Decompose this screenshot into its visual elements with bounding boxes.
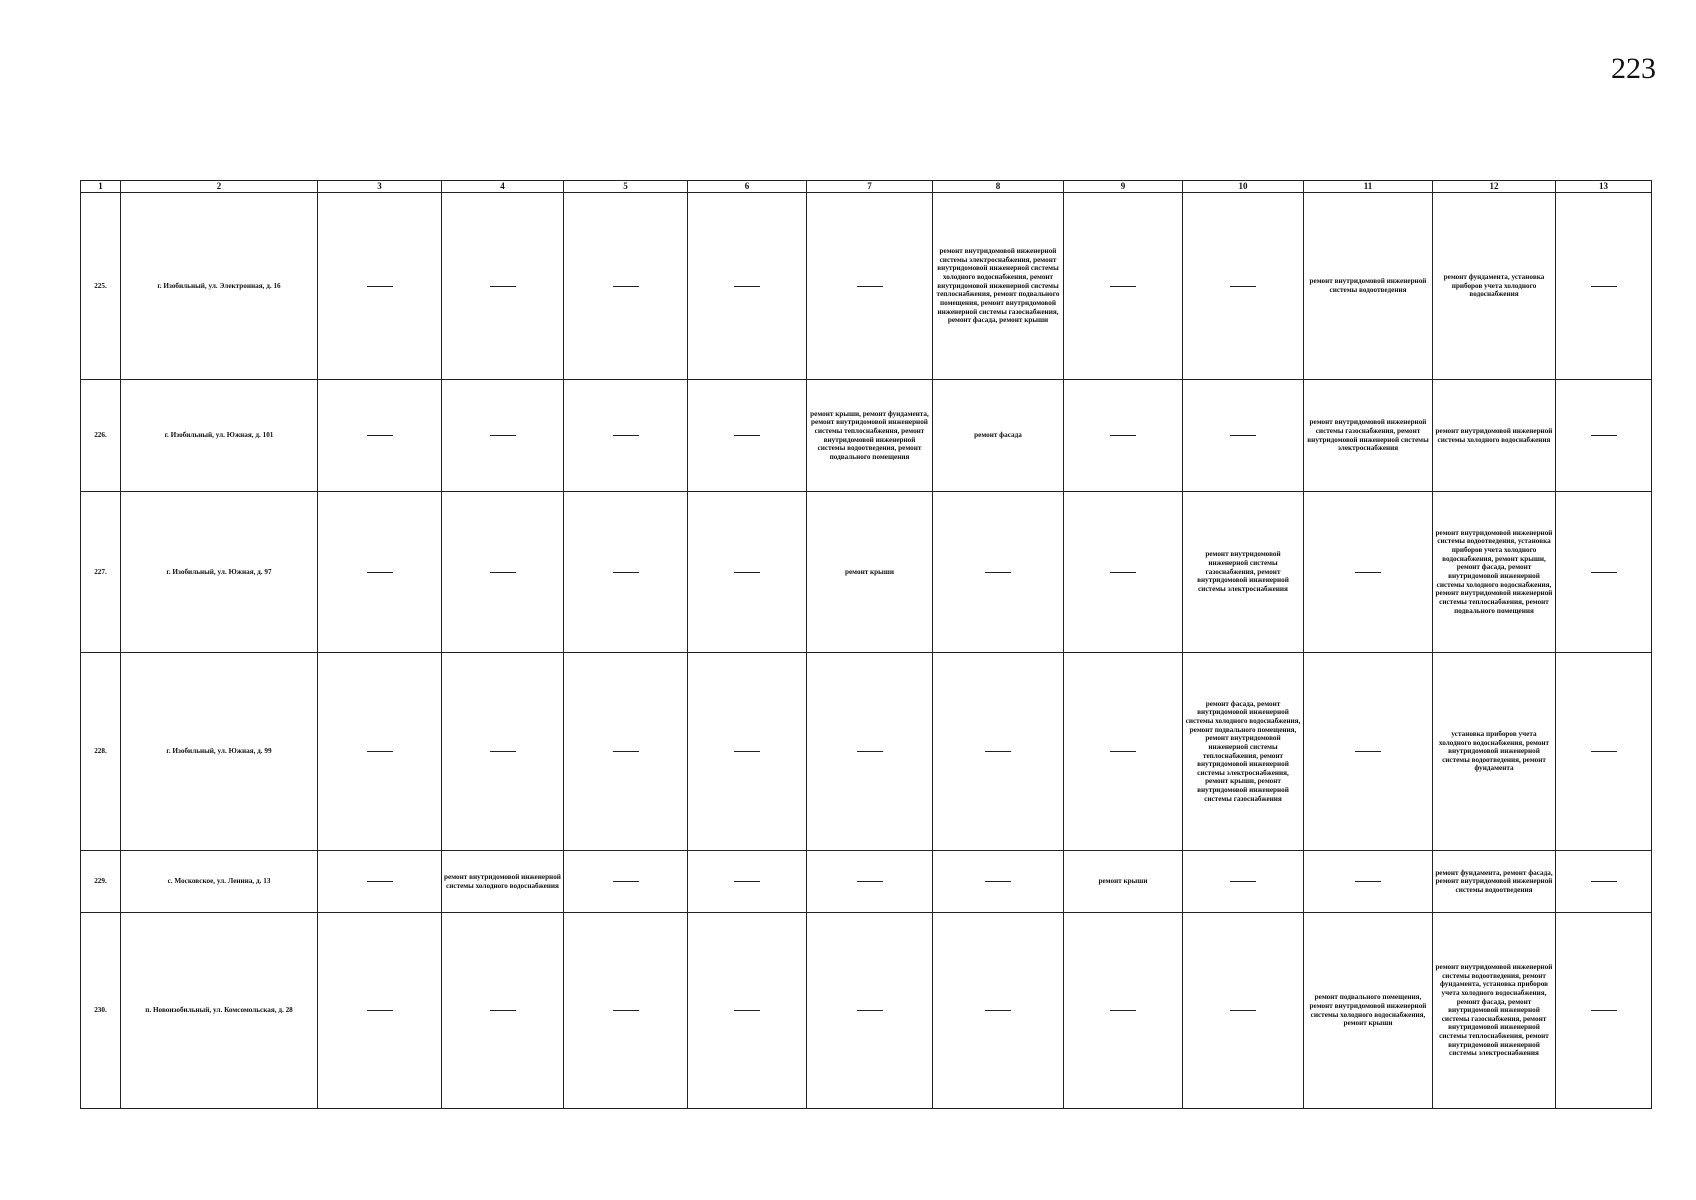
dash-mark (985, 572, 1011, 573)
row-number: 227. (81, 492, 121, 653)
dash-mark (1110, 572, 1136, 573)
table-cell (933, 653, 1064, 851)
dash-mark (367, 881, 393, 882)
table-cell (1183, 913, 1304, 1109)
column-header: 4 (442, 181, 564, 193)
column-header: 9 (1064, 181, 1183, 193)
dash-mark (985, 881, 1011, 882)
table-row (81, 653, 1652, 851)
table-cell (807, 913, 933, 1109)
table-cell (564, 851, 688, 913)
repair-schedule-table (80, 180, 1652, 1109)
dash-mark (857, 751, 883, 752)
table-cell (1064, 380, 1183, 492)
table-cell: ремонт внутридомовой инженерной системы газоснабжения, ремонт внутридомовой инженерной системы электроснабжения (1304, 380, 1433, 492)
dash-mark (613, 572, 639, 573)
table-cell (318, 913, 442, 1109)
table-cell (688, 851, 807, 913)
table-cell (442, 913, 564, 1109)
column-number-row (81, 181, 1652, 193)
table-cell (1556, 193, 1652, 380)
dash-mark (985, 1010, 1011, 1011)
dash-mark (367, 435, 393, 436)
dash-mark (367, 286, 393, 287)
row-number: 228. (81, 653, 121, 851)
dash-mark (490, 286, 516, 287)
table-cell (688, 653, 807, 851)
page-number: 223 (1611, 52, 1656, 85)
dash-mark (613, 881, 639, 882)
row-number: 230. (81, 913, 121, 1109)
table-cell (442, 653, 564, 851)
table-cell: ремонт внутридомовой инженерной системы водоотведения, установка приборов учета холодного водоснабжения, ремонт крыши, ремонт фасада, ремонт внутридомовой инженерной системы холодного водоснабжения, ремонт внутридомовой инженерной системы теплоснабжения, ремонт подвального помещения (1433, 492, 1556, 653)
table-cell (1064, 492, 1183, 653)
dash-mark (857, 881, 883, 882)
table-cell (1556, 653, 1652, 851)
dash-mark (734, 435, 760, 436)
table-cell: ремонт крыши (807, 492, 933, 653)
table-cell: ремонт подвального помещения, ремонт внутридомовой инженерной системы холодного водоснабжения, ремонт крыши (1304, 913, 1433, 1109)
table-cell: ремонт внутридомовой инженерной системы водоотведения (1304, 193, 1433, 380)
dash-mark (734, 572, 760, 573)
table-cell (442, 380, 564, 492)
table-cell (318, 380, 442, 492)
table-cell: ремонт крыши, ремонт фундамента, ремонт внутридомовой инженерной системы теплоснабжения, ремонт внутридомовой инженерной системы водоотведения, ремонт подвального помещения (807, 380, 933, 492)
table-cell (1183, 851, 1304, 913)
table-cell (688, 193, 807, 380)
column-header: 13 (1556, 181, 1652, 193)
table-cell: ремонт фасада (933, 380, 1064, 492)
table-cell: ремонт внутридомовой инженерной системы газоснабжения, ремонт внутридомовой инженерной системы электроснабжения (1183, 492, 1304, 653)
dash-mark (613, 435, 639, 436)
dash-mark (734, 881, 760, 882)
table-cell: ремонт внутридомовой инженерной системы холодного водоснабжения (442, 851, 564, 913)
dash-mark (1355, 572, 1381, 573)
table-row (81, 492, 1652, 653)
column-header: 12 (1433, 181, 1556, 193)
dash-mark (734, 1010, 760, 1011)
column-header: 3 (318, 181, 442, 193)
table-row (81, 193, 1652, 380)
table-cell (1304, 492, 1433, 653)
dash-mark (490, 572, 516, 573)
dash-mark (1355, 751, 1381, 752)
table-cell (1064, 913, 1183, 1109)
column-header: 8 (933, 181, 1064, 193)
table-row (81, 913, 1652, 1109)
dash-mark (857, 286, 883, 287)
table-cell (688, 913, 807, 1109)
table-cell (1183, 380, 1304, 492)
table-cell (1556, 913, 1652, 1109)
dash-mark (1591, 751, 1617, 752)
row-number: 229. (81, 851, 121, 913)
table-cell (807, 653, 933, 851)
table-cell (318, 193, 442, 380)
dash-mark (1591, 435, 1617, 436)
dash-mark (1110, 435, 1136, 436)
table-cell (688, 380, 807, 492)
dash-mark (1110, 751, 1136, 752)
table-row (81, 380, 1652, 492)
table-cell: ремонт фундамента, установка приборов учета холодного водоснабжения (1433, 193, 1556, 380)
dash-mark (1355, 881, 1381, 882)
table-cell (564, 193, 688, 380)
address-cell: г. Изобильный, ул. Южная, д. 101 (121, 380, 318, 492)
address-cell: г. Изобильный, ул. Южная, д. 99 (121, 653, 318, 851)
dash-mark (1591, 1010, 1617, 1011)
column-header: 5 (564, 181, 688, 193)
table-cell (1304, 851, 1433, 913)
dash-mark (1230, 435, 1256, 436)
dash-mark (734, 751, 760, 752)
table-cell (442, 193, 564, 380)
dash-mark (985, 751, 1011, 752)
dash-mark (613, 1010, 639, 1011)
dash-mark (367, 1010, 393, 1011)
table-cell (933, 851, 1064, 913)
column-header: 10 (1183, 181, 1304, 193)
dash-mark (734, 286, 760, 287)
dash-mark (1591, 881, 1617, 882)
table-cell (1064, 193, 1183, 380)
address-cell: г. Изобильный, ул. Южная, д. 97 (121, 492, 318, 653)
dash-mark (613, 286, 639, 287)
table-cell (564, 913, 688, 1109)
table-cell: ремонт внутридомовой инженерной системы электроснабжения, ремонт внутридомовой инженерной системы холодного водоснабжения, ремонт внутридомовой инженерной системы теплоснабжения, ремонт подвального помещения, ремонт внутридомовой инженерной системы газоснабжения, ремонт фасада, ремонт крыши (933, 193, 1064, 380)
table-cell (933, 492, 1064, 653)
table-cell: ремонт внутридомовой инженерной системы водоотведения, ремонт фундамента, установка приборов учета холодного водоснабжения, ремонт фасада, ремонт внутридомовой инженерной системы газоснабжения, ремонт внутридомовой инженерной системы теплоснабжения, ремонт внутридомовой инженерной системы электроснабжения (1433, 913, 1556, 1109)
table-cell (1556, 851, 1652, 913)
dash-mark (1230, 881, 1256, 882)
table-cell: ремонт внутридомовой инженерной системы холодного водоснабжения (1433, 380, 1556, 492)
table-cell (1304, 653, 1433, 851)
dash-mark (367, 572, 393, 573)
column-header: 2 (121, 181, 318, 193)
row-number: 226. (81, 380, 121, 492)
table-cell (807, 851, 933, 913)
table-cell (688, 492, 807, 653)
column-header: 6 (688, 181, 807, 193)
dash-mark (367, 751, 393, 752)
dash-mark (613, 751, 639, 752)
dash-mark (1230, 286, 1256, 287)
table-cell (1064, 653, 1183, 851)
table-cell: ремонт фасада, ремонт внутридомовой инженерной системы холодного водоснабжения, ремонт подвального помещения, ремонт внутридомовой инженерной системы теплоснабжения, ремонт внутридомовой инженерной системы электроснабжения, ремонт крыши, ремонт внутридомовой инженерной системы газоснабжения (1183, 653, 1304, 851)
table-cell: ремонт крыши (1064, 851, 1183, 913)
dash-mark (1591, 572, 1617, 573)
table-cell (318, 653, 442, 851)
dash-mark (1591, 286, 1617, 287)
table-cell (1183, 193, 1304, 380)
table-cell (564, 492, 688, 653)
address-cell: п. Новоизобильный, ул. Комсомольская, д. 28 (121, 913, 318, 1109)
table-cell (807, 193, 933, 380)
row-number: 225. (81, 193, 121, 380)
table-cell (318, 851, 442, 913)
table-cell: ремонт фундамента, ремонт фасада, ремонт внутридомовой инженерной системы водоотведения (1433, 851, 1556, 913)
table-cell (564, 653, 688, 851)
table-cell (442, 492, 564, 653)
table-row (81, 851, 1652, 913)
dash-mark (1110, 286, 1136, 287)
table-cell (318, 492, 442, 653)
dash-mark (490, 1010, 516, 1011)
address-cell: г. Изобильный, ул. Электронная, д. 16 (121, 193, 318, 380)
dash-mark (490, 435, 516, 436)
dash-mark (490, 751, 516, 752)
column-header: 1 (81, 181, 121, 193)
address-cell: с. Московское, ул. Ленина, д. 13 (121, 851, 318, 913)
dash-mark (1230, 1010, 1256, 1011)
column-header: 7 (807, 181, 933, 193)
dash-mark (1110, 1010, 1136, 1011)
dash-mark (857, 1010, 883, 1011)
table-cell (933, 913, 1064, 1109)
table-cell (1556, 380, 1652, 492)
table-cell (1556, 492, 1652, 653)
column-header: 11 (1304, 181, 1433, 193)
table-cell: установка приборов учета холодного водоснабжения, ремонт внутридомовой инженерной системы водоотведения, ремонт фундамента (1433, 653, 1556, 851)
table-cell (564, 380, 688, 492)
